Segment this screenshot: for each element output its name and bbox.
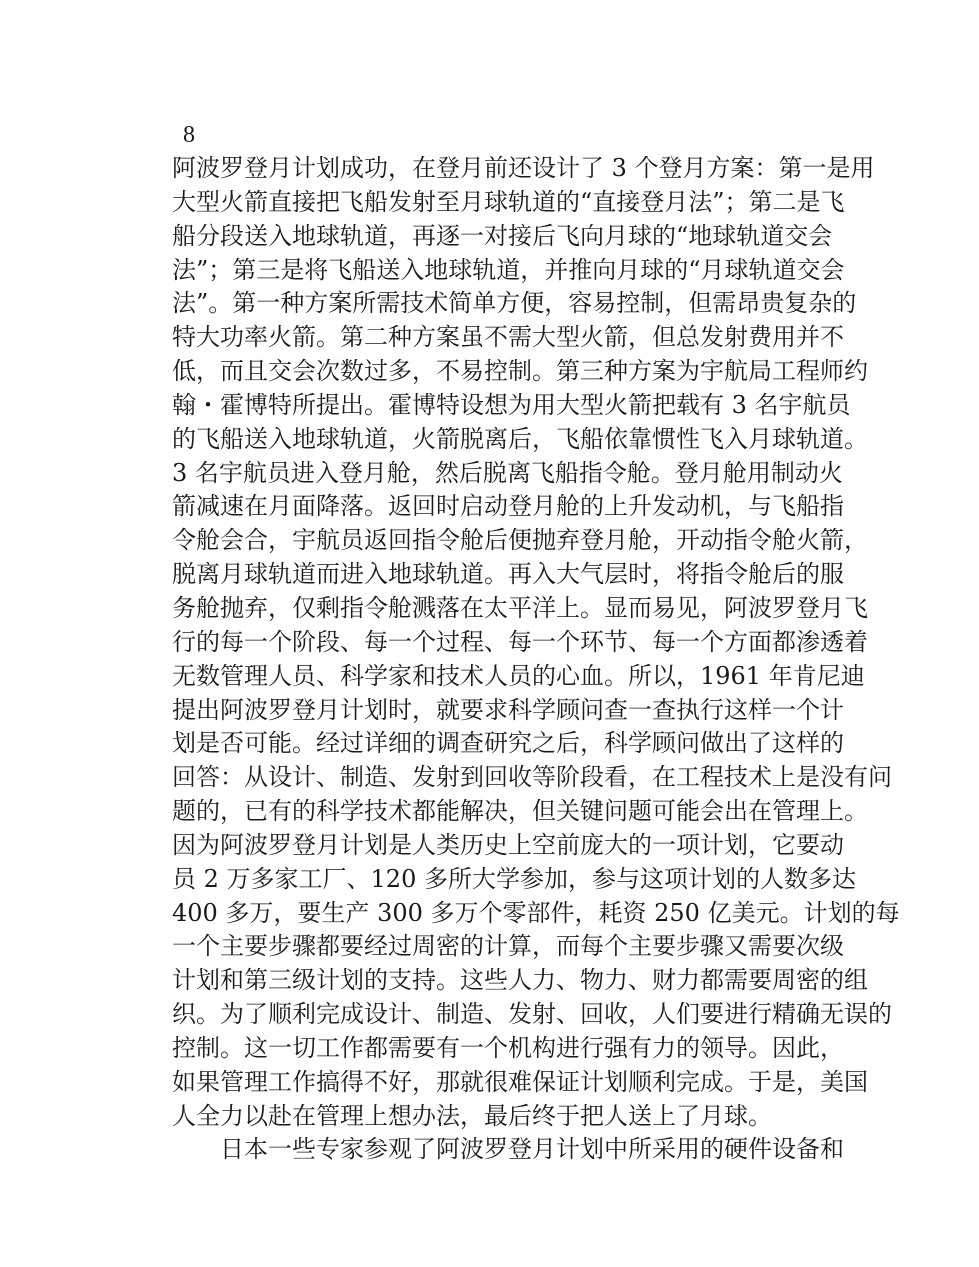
text-line: 回答：从设计、制造、发射到回收等阶段看，在工程技术上是没有问: [172, 763, 892, 792]
text-line: 法”。第一种方案所需技术简单方便，容易控制，但需昂贵复杂的: [172, 289, 857, 318]
text-line: 脱离月球轨道而进入地球轨道。再入大气层时，将指令舱后的服: [172, 560, 844, 589]
text-line: 400 多万，要生产 300 多万个零部件，耗资 250 亿美元。计划的每: [172, 898, 900, 927]
paragraph-end-line: 人全力以赴在管理上想办法，最后终于把人送上了月球。: [172, 1101, 772, 1130]
text-line: 令舱会合，宇航员返回指令舱后便抛弃登月舱，开动指令舱火箭，: [172, 526, 868, 555]
text-line: 控制。这一切工作都需要有一个机构进行强有力的领导。因此，: [172, 1033, 844, 1062]
text-line: 箭减速在月面降落。返回时启动登月舱的上升发动机，与飞船指: [172, 492, 844, 521]
text-line: 计划和第三级计划的支持。这些人力、物力、财力都需要周密的组: [172, 966, 868, 995]
text-line: 题的，已有的科学技术都能解决，但关键问题可能会出在管理上。: [172, 797, 868, 826]
text-line: 法”；第三是将飞船送入地球轨道，并推向月球的“月球轨道交会: [172, 255, 845, 284]
text-line: 因为阿波罗登月计划是人类历史上空前庞大的一项计划，它要动: [172, 830, 844, 859]
text-line: 行的每一个阶段、每一个过程、每一个环节、每一个方面都渗透着: [172, 627, 868, 656]
text-line: 翰・霍博特所提出。霍博特设想为用大型火箭把载有 3 名宇航员: [172, 390, 851, 419]
text-line: 务舱抛弃，仅剩指令舱溅落在太平洋上。显而易见，阿波罗登月飞: [172, 593, 868, 622]
text-line: 大型火箭直接把飞船发射至月球轨道的“直接登月法”；第二是飞: [172, 187, 845, 216]
text-line: 低，而且交会次数过多，不易控制。第三种方案为宇航局工程师约: [172, 357, 868, 386]
text-line: 阿波罗登月计划成功，在登月前还设计了 3 个登月方案：第一是用: [172, 154, 875, 182]
text-line: 特大功率火箭。第二种方案虽不需大型火箭，但总发射费用并不: [172, 323, 844, 352]
paragraph-start-line: 日本一些专家参观了阿波罗登月计划中所采用的硬件设备和: [220, 1135, 844, 1164]
text-line: 提出阿波罗登月计划时，就要求科学顾问查一查执行这样一个计: [172, 695, 844, 724]
page-number: 8: [183, 122, 195, 148]
text-line: 织。为了顺利完成设计、制造、发射、回收，人们要进行精确无误的: [172, 1000, 892, 1029]
body-text: [172, 152, 900, 1167]
text-line: 3 名宇航员进入登月舱，然后脱离飞船指令舱。登月舱用制动火: [172, 458, 843, 487]
text-line: 员 2 万多家工厂、120 多所大学参加，参与这项计划的人数多达: [172, 864, 856, 893]
text-line: 无数管理人员、科学家和技术人员的心血。所以，1961 年肯尼迪: [172, 661, 865, 690]
text-line: 划是否可能。经过详细的调查研究之后，科学顾问做出了这样的: [172, 729, 844, 758]
text-line: 一个主要步骤都要经过周密的计算，而每个主要步骤又需要次级: [172, 932, 844, 961]
text-line: 船分段送入地球轨道，再逐一对接后飞向月球的“地球轨道交会: [172, 221, 833, 250]
text-line: 如果管理工作搞得不好，那就很难保证计划顺利完成。于是，美国: [172, 1067, 868, 1096]
text-line: 的飞船送入地球轨道，火箭脱离后，飞船依靠惯性飞入月球轨道。: [172, 424, 868, 453]
